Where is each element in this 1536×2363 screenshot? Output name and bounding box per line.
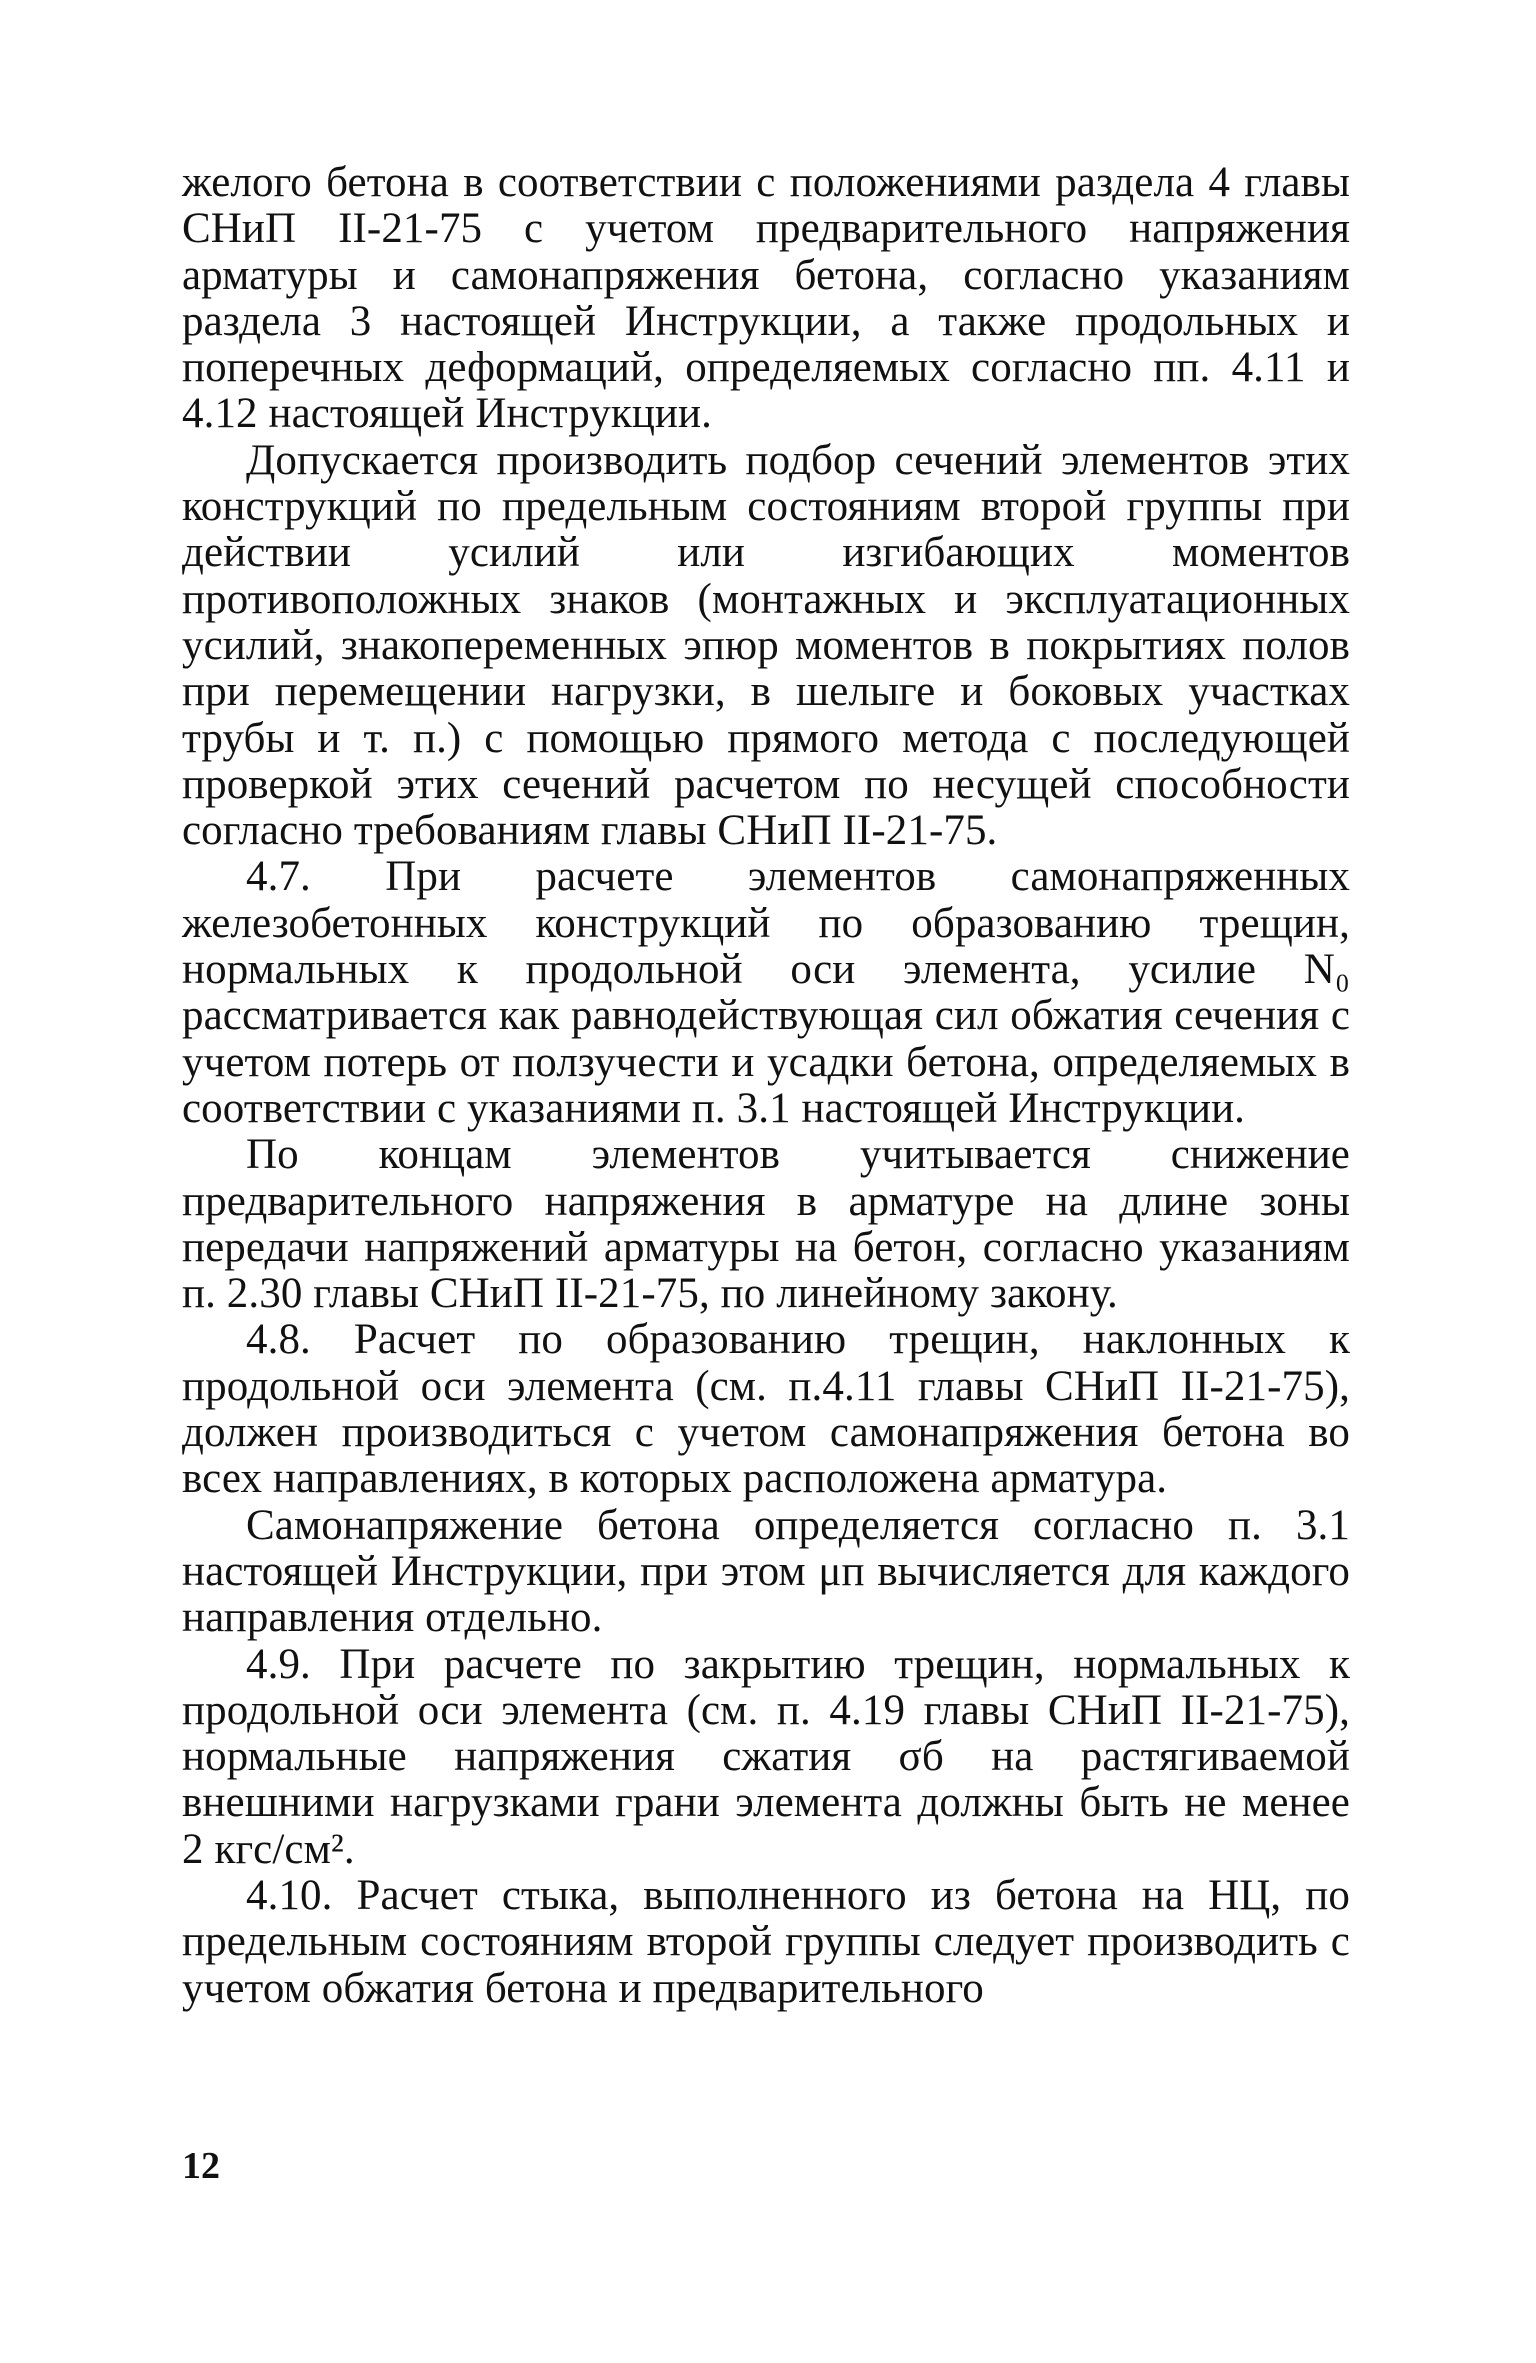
body-text <box>182 160 1350 2012</box>
paragraph-section-selection: Допускается производить подбор сечений элементов этих конструкций по предельным состояниям второй группы при действии усилий или изгибающих моментов противоположных знаков (монтажных и эксплуатационных усилий, знакопеременных эпюр моментов в покрытиях полов при перемещении нагрузки, в шелыге и боковых участках трубы и т. п.) с помощью прямого метода с последующей проверкой этих сечений расчетом по несущей способности согласно требованиям главы СНиП II-21-75. <box>182 436 1350 855</box>
paragraph-4-10: 4.10. Расчет стыка, выполненного из бетона на НЦ, по предельным состояниям второй группы следует производить с учетом обжатия бетона и предварительного <box>182 1871 1350 2012</box>
paragraph-4-8-selfstress: Самонапряжение бетона определяется согласно п. 3.1 настоящей Инструкции, при этом μп вычисляется для каждого направления отдельно. <box>182 1501 1350 1642</box>
paragraph-4-7: 4.7. При расчете элементов самонапряженных железобетонных конструкций по образованию трещин, нормальных к продольной оси элемента, усилие N₀ рассматривается как равнодействующая сил обжатия сечения с учетом потерь от ползучести и усадки бетона, определяемых в соответствии с указаниями п. 3.1 настоящей Инструкции. <box>182 853 1350 1132</box>
paragraph-4-8: 4.8. Расчет по образованию трещин, наклонных к продольной оси элемента (см. п.4.11 главы СНиП II-21-75), должен производиться с учетом самонапряжения бетона во всех направлениях, в которых расположена арматура. <box>182 1316 1350 1503</box>
paragraph-4-9: 4.9. При расчете по закрытию трещин, нормальных к продольной оси элемента (см. п. 4.19 главы СНиП II-21-75), нормальные напряжения сжатия σб на растягиваемой внешними нагрузками грани элемента должны быть не менее 2 кгс/см². <box>182 1640 1350 1873</box>
paragraph-continuation: желого бетона в соответствии с положениями раздела 4 главы СНиП II-21-75 с учетом предварительного напряжения арматуры и самонапряжения бетона, согласно указаниям раздела 3 настоящей Инструкции, а также продольных и поперечных деформаций, определяемых согласно пп. 4.11 и 4.12 настоящей Инструкции. <box>182 159 1350 438</box>
page-number: 12 <box>182 2145 220 2187</box>
paragraph-4-7-ends: По концам элементов учитывается снижение предварительного напряжения в арматуре на длине зоны передачи напряжений арматуры на бетон, согласно указаниям п. 2.30 главы СНиП II-21-75, по линейному закону. <box>182 1131 1350 1318</box>
